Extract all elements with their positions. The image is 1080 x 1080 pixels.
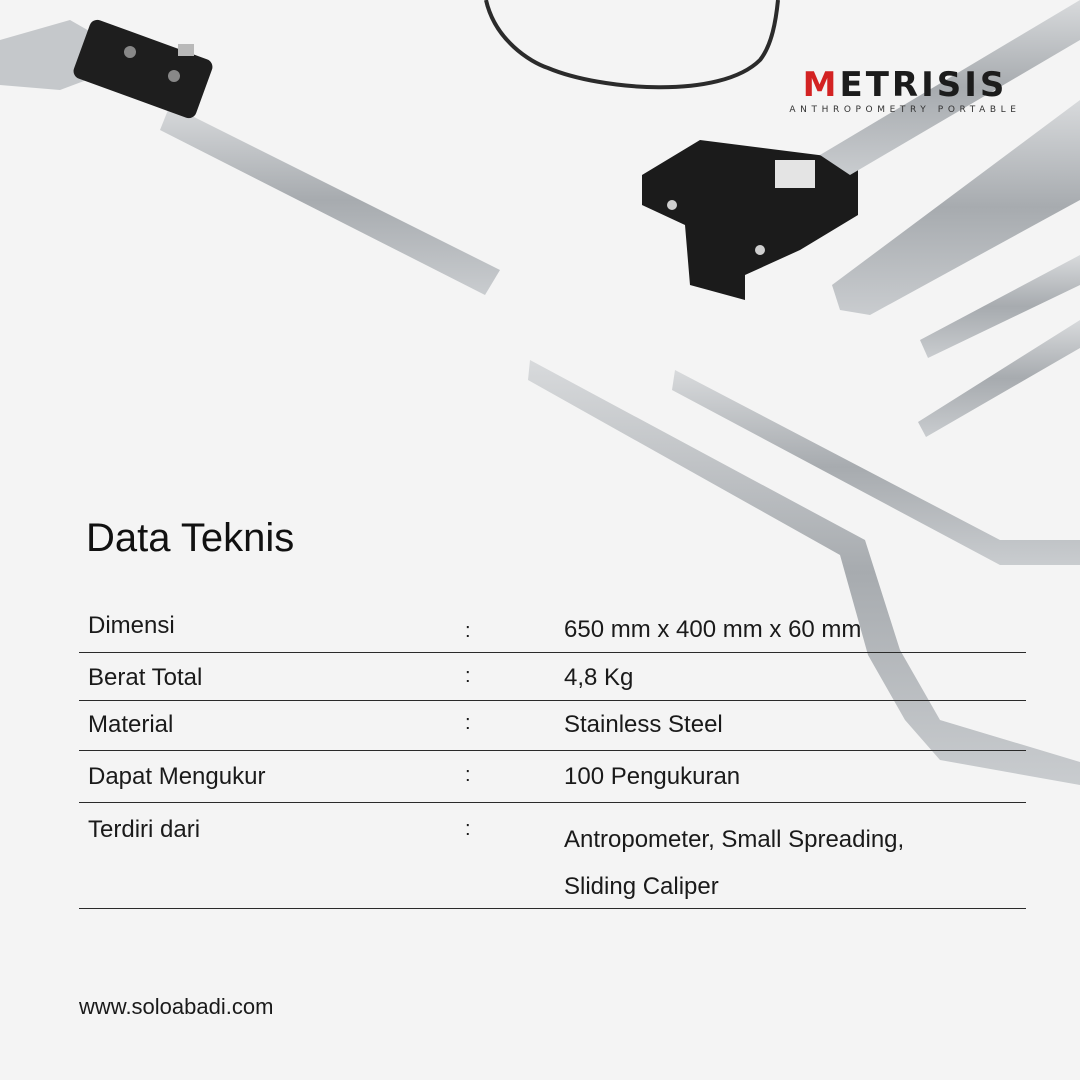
spec-label: Terdiri dari xyxy=(88,816,201,843)
spec-separator: : xyxy=(465,620,471,642)
anthropometer-block-image xyxy=(642,140,858,300)
spec-separator: : xyxy=(465,712,471,734)
page-title: Data Teknis xyxy=(86,516,295,560)
spec-separator: : xyxy=(465,818,471,840)
spec-separator: : xyxy=(465,764,471,786)
spec-row xyxy=(79,653,1026,701)
spec-separator: : xyxy=(465,665,471,687)
logo-wordmark xyxy=(778,66,1032,104)
spec-row xyxy=(79,751,1026,803)
sliding-caliper-image xyxy=(0,18,500,295)
spec-value-line: Sliding Caliper xyxy=(564,873,719,900)
spec-table xyxy=(79,604,1026,909)
brand-logo xyxy=(778,66,1032,115)
spec-row xyxy=(79,803,1026,909)
spec-label: Material xyxy=(88,711,174,738)
spec-value: 4,8 Kg xyxy=(564,664,634,691)
spec-value: Stainless Steel xyxy=(564,711,723,738)
spec-value xyxy=(564,816,904,910)
spec-value-line: Antropometer, Small Spreading, xyxy=(564,826,905,853)
curved-wire-image xyxy=(486,0,778,87)
logo-tagline: ANTHROPOMETRY PORTABLE xyxy=(789,105,1021,115)
spreading-caliper-arm-image xyxy=(672,370,1080,565)
spec-value: 650 mm x 400 mm x 60 mm xyxy=(564,616,862,643)
spec-label: Dimensi xyxy=(88,612,175,639)
logo-rest-letters: ETRISIS xyxy=(839,65,1008,105)
website-url: www.soloabadi.com xyxy=(79,994,274,1019)
logo-accent-letter: M xyxy=(802,65,840,105)
spec-value: 100 Pengukuran xyxy=(564,763,741,790)
spec-row xyxy=(79,604,1026,653)
spec-label: Berat Total xyxy=(88,664,203,691)
spec-label: Dapat Mengukur xyxy=(88,763,266,790)
spec-row xyxy=(79,701,1026,751)
